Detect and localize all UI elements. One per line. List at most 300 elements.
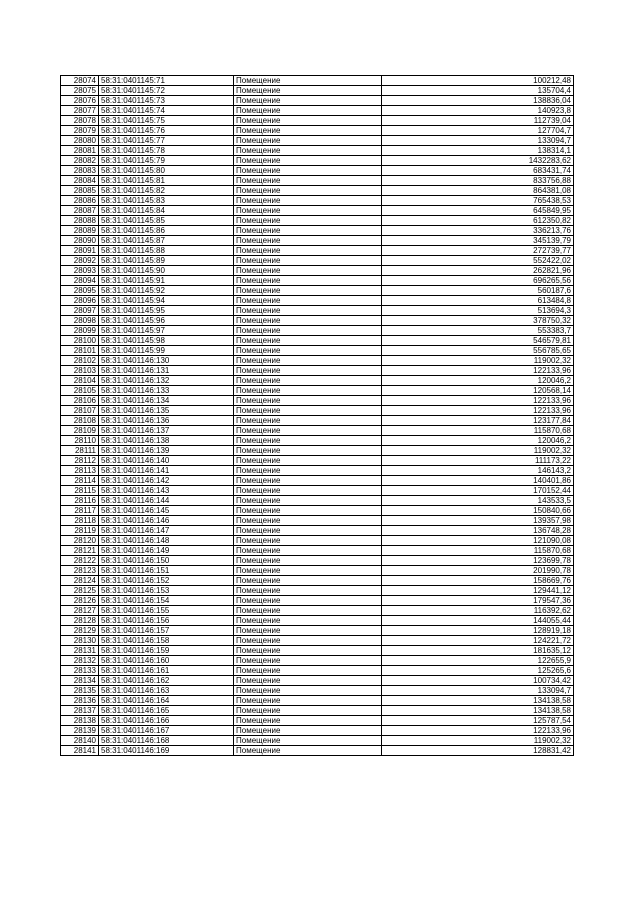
- cadastral-value-cell: 138314,1: [382, 146, 574, 156]
- table-row: [61, 516, 574, 526]
- object-type-cell: Помещение: [234, 746, 382, 756]
- cadastral-value-cell: 546579,81: [382, 336, 574, 346]
- object-type-cell: Помещение: [234, 666, 382, 676]
- row-number-cell: 28124: [61, 576, 99, 586]
- cadastral-value-cell: 116392,62: [382, 606, 574, 616]
- object-type-cell: Помещение: [234, 416, 382, 426]
- row-number-cell: 28121: [61, 546, 99, 556]
- cadastral-value-cell: 134138,58: [382, 706, 574, 716]
- table-row: [61, 216, 574, 226]
- table-row: [61, 246, 574, 256]
- object-type-cell: Помещение: [234, 256, 382, 266]
- object-type-cell: Помещение: [234, 406, 382, 416]
- table-row: [61, 496, 574, 506]
- cadastral-value-cell: 696265,56: [382, 276, 574, 286]
- table-row: [61, 626, 574, 636]
- cadastral-value-cell: 139357,98: [382, 516, 574, 526]
- object-type-cell: Помещение: [234, 576, 382, 586]
- cadastral-number-cell: 58:31:0401146:157: [99, 626, 234, 636]
- cadastral-number-cell: 58:31:0401146:135: [99, 406, 234, 416]
- row-number-cell: 28138: [61, 716, 99, 726]
- cadastral-number-cell: 58:31:0401146:166: [99, 716, 234, 726]
- table-row: [61, 346, 574, 356]
- cadastral-value-cell: 150840,66: [382, 506, 574, 516]
- cadastral-number-cell: 58:31:0401146:163: [99, 686, 234, 696]
- object-type-cell: Помещение: [234, 426, 382, 436]
- row-number-cell: 28086: [61, 196, 99, 206]
- table-row: [61, 486, 574, 496]
- row-number-cell: 28076: [61, 96, 99, 106]
- table-row: [61, 746, 574, 756]
- object-type-cell: Помещение: [234, 236, 382, 246]
- object-type-cell: Помещение: [234, 106, 382, 116]
- object-type-cell: Помещение: [234, 216, 382, 226]
- cadastral-value-cell: 122133,96: [382, 366, 574, 376]
- cadastral-value-cell: 100734,42: [382, 676, 574, 686]
- table-row: [61, 736, 574, 746]
- object-type-cell: Помещение: [234, 96, 382, 106]
- row-number-cell: 28120: [61, 536, 99, 546]
- row-number-cell: 28099: [61, 326, 99, 336]
- object-type-cell: Помещение: [234, 686, 382, 696]
- cadastral-value-cell: 122655,9: [382, 656, 574, 666]
- table-row: [61, 406, 574, 416]
- object-type-cell: Помещение: [234, 436, 382, 446]
- cadastral-value-cell: 140923,8: [382, 106, 574, 116]
- row-number-cell: 28097: [61, 306, 99, 316]
- property-register-table: [60, 75, 574, 756]
- row-number-cell: 28112: [61, 456, 99, 466]
- table-row: [61, 326, 574, 336]
- cadastral-number-cell: 58:31:0401146:151: [99, 566, 234, 576]
- row-number-cell: 28117: [61, 506, 99, 516]
- row-number-cell: 28132: [61, 656, 99, 666]
- row-number-cell: 28140: [61, 736, 99, 746]
- cadastral-value-cell: 864381,08: [382, 186, 574, 196]
- object-type-cell: Помещение: [234, 476, 382, 486]
- cadastral-number-cell: 58:31:0401146:162: [99, 676, 234, 686]
- cadastral-number-cell: 58:31:0401145:77: [99, 136, 234, 146]
- row-number-cell: 28125: [61, 586, 99, 596]
- cadastral-number-cell: 58:31:0401145:83: [99, 196, 234, 206]
- cadastral-value-cell: 138836,04: [382, 96, 574, 106]
- object-type-cell: Помещение: [234, 316, 382, 326]
- cadastral-value-cell: 144055,44: [382, 616, 574, 626]
- table-row: [61, 606, 574, 616]
- cadastral-value-cell: 833756,88: [382, 176, 574, 186]
- table-row: [61, 286, 574, 296]
- cadastral-number-cell: 58:31:0401146:155: [99, 606, 234, 616]
- table-row: [61, 556, 574, 566]
- cadastral-value-cell: 765438,53: [382, 196, 574, 206]
- cadastral-number-cell: 58:31:0401146:161: [99, 666, 234, 676]
- object-type-cell: Помещение: [234, 196, 382, 206]
- object-type-cell: Помещение: [234, 646, 382, 656]
- object-type-cell: Помещение: [234, 486, 382, 496]
- cadastral-number-cell: 58:31:0401146:133: [99, 386, 234, 396]
- object-type-cell: Помещение: [234, 326, 382, 336]
- object-type-cell: Помещение: [234, 136, 382, 146]
- row-number-cell: 28131: [61, 646, 99, 656]
- row-number-cell: 28122: [61, 556, 99, 566]
- object-type-cell: Помещение: [234, 696, 382, 706]
- cadastral-value-cell: 170152,44: [382, 486, 574, 496]
- table-row: [61, 566, 574, 576]
- table-row: [61, 146, 574, 156]
- table-row: [61, 636, 574, 646]
- object-type-cell: Помещение: [234, 206, 382, 216]
- cadastral-value-cell: 513694,3: [382, 306, 574, 316]
- cadastral-value-cell: 146143,2: [382, 466, 574, 476]
- row-number-cell: 28116: [61, 496, 99, 506]
- object-type-cell: Помещение: [234, 86, 382, 96]
- cadastral-number-cell: 58:31:0401146:141: [99, 466, 234, 476]
- row-number-cell: 28115: [61, 486, 99, 496]
- row-number-cell: 28129: [61, 626, 99, 636]
- cadastral-value-cell: 552422,02: [382, 256, 574, 266]
- object-type-cell: Помещение: [234, 186, 382, 196]
- row-number-cell: 28130: [61, 636, 99, 646]
- table-row: [61, 106, 574, 116]
- cadastral-number-cell: 58:31:0401145:95: [99, 306, 234, 316]
- row-number-cell: 28137: [61, 706, 99, 716]
- cadastral-value-cell: 115870,68: [382, 546, 574, 556]
- table-row: [61, 176, 574, 186]
- cadastral-value-cell: 612350,82: [382, 216, 574, 226]
- table-row: [61, 186, 574, 196]
- cadastral-number-cell: 58:31:0401146:148: [99, 536, 234, 546]
- object-type-cell: Помещение: [234, 116, 382, 126]
- cadastral-number-cell: 58:31:0401145:75: [99, 116, 234, 126]
- cadastral-value-cell: 112739,04: [382, 116, 574, 126]
- cadastral-number-cell: 58:31:0401146:131: [99, 366, 234, 376]
- object-type-cell: Помещение: [234, 126, 382, 136]
- cadastral-number-cell: 58:31:0401145:74: [99, 106, 234, 116]
- object-type-cell: Помещение: [234, 536, 382, 546]
- object-type-cell: Помещение: [234, 506, 382, 516]
- cadastral-number-cell: 58:31:0401146:132: [99, 376, 234, 386]
- cadastral-number-cell: 58:31:0401146:168: [99, 736, 234, 746]
- object-type-cell: Помещение: [234, 446, 382, 456]
- object-type-cell: Помещение: [234, 716, 382, 726]
- table-row: [61, 656, 574, 666]
- cadastral-number-cell: 58:31:0401146:147: [99, 526, 234, 536]
- cadastral-number-cell: 58:31:0401145:76: [99, 126, 234, 136]
- row-number-cell: 28083: [61, 166, 99, 176]
- cadastral-value-cell: 123699,78: [382, 556, 574, 566]
- row-number-cell: 28106: [61, 396, 99, 406]
- table-row: [61, 466, 574, 476]
- row-number-cell: 28109: [61, 426, 99, 436]
- cadastral-value-cell: 135704,4: [382, 86, 574, 96]
- cadastral-value-cell: 119002,32: [382, 446, 574, 456]
- row-number-cell: 28075: [61, 86, 99, 96]
- object-type-cell: Помещение: [234, 606, 382, 616]
- object-type-cell: Помещение: [234, 466, 382, 476]
- object-type-cell: Помещение: [234, 246, 382, 256]
- cadastral-value-cell: 128919,18: [382, 626, 574, 636]
- row-number-cell: 28111: [61, 446, 99, 456]
- object-type-cell: Помещение: [234, 166, 382, 176]
- table-row: [61, 586, 574, 596]
- cadastral-value-cell: 1432283,62: [382, 156, 574, 166]
- row-number-cell: 28081: [61, 146, 99, 156]
- cadastral-number-cell: 58:31:0401146:146: [99, 516, 234, 526]
- table-row: [61, 76, 574, 86]
- cadastral-number-cell: 58:31:0401145:78: [99, 146, 234, 156]
- cadastral-number-cell: 58:31:0401145:90: [99, 266, 234, 276]
- object-type-cell: Помещение: [234, 386, 382, 396]
- object-type-cell: Помещение: [234, 586, 382, 596]
- row-number-cell: 28091: [61, 246, 99, 256]
- row-number-cell: 28139: [61, 726, 99, 736]
- cadastral-number-cell: 58:31:0401146:159: [99, 646, 234, 656]
- cadastral-number-cell: 58:31:0401145:79: [99, 156, 234, 166]
- cadastral-value-cell: 115870,68: [382, 426, 574, 436]
- cadastral-number-cell: 58:31:0401146:169: [99, 746, 234, 756]
- cadastral-value-cell: 128831,42: [382, 746, 574, 756]
- row-number-cell: 28107: [61, 406, 99, 416]
- cadastral-number-cell: 58:31:0401145:72: [99, 86, 234, 96]
- row-number-cell: 28103: [61, 366, 99, 376]
- object-type-cell: Помещение: [234, 546, 382, 556]
- object-type-cell: Помещение: [234, 266, 382, 276]
- table-row: [61, 666, 574, 676]
- cadastral-value-cell: 111173,22: [382, 456, 574, 466]
- row-number-cell: 28135: [61, 686, 99, 696]
- table-row: [61, 116, 574, 126]
- cadastral-value-cell: 136748,28: [382, 526, 574, 536]
- object-type-cell: Помещение: [234, 596, 382, 606]
- row-number-cell: 28113: [61, 466, 99, 476]
- table-row: [61, 576, 574, 586]
- cadastral-number-cell: 58:31:0401146:154: [99, 596, 234, 606]
- cadastral-number-cell: 58:31:0401145:81: [99, 176, 234, 186]
- row-number-cell: 28118: [61, 516, 99, 526]
- cadastral-value-cell: 133094,7: [382, 136, 574, 146]
- cadastral-value-cell: 119002,32: [382, 736, 574, 746]
- row-number-cell: 28092: [61, 256, 99, 266]
- cadastral-value-cell: 645849,95: [382, 206, 574, 216]
- object-type-cell: Помещение: [234, 306, 382, 316]
- object-type-cell: Помещение: [234, 706, 382, 716]
- object-type-cell: Помещение: [234, 636, 382, 646]
- row-number-cell: 28080: [61, 136, 99, 146]
- row-number-cell: 28133: [61, 666, 99, 676]
- cadastral-value-cell: 124221,72: [382, 636, 574, 646]
- table-row: [61, 366, 574, 376]
- table-row: [61, 616, 574, 626]
- table-row: [61, 356, 574, 366]
- row-number-cell: 28100: [61, 336, 99, 346]
- table-row: [61, 526, 574, 536]
- cadastral-number-cell: 58:31:0401145:73: [99, 96, 234, 106]
- cadastral-number-cell: 58:31:0401146:145: [99, 506, 234, 516]
- table-row: [61, 446, 574, 456]
- cadastral-value-cell: 560187,6: [382, 286, 574, 296]
- table-row: [61, 276, 574, 286]
- cadastral-number-cell: 58:31:0401146:160: [99, 656, 234, 666]
- row-number-cell: 28078: [61, 116, 99, 126]
- cadastral-number-cell: 58:31:0401146:153: [99, 586, 234, 596]
- cadastral-number-cell: 58:31:0401145:94: [99, 296, 234, 306]
- object-type-cell: Помещение: [234, 726, 382, 736]
- cadastral-value-cell: 119002,32: [382, 356, 574, 366]
- cadastral-number-cell: 58:31:0401146:130: [99, 356, 234, 366]
- table-row: [61, 266, 574, 276]
- table-row: [61, 536, 574, 546]
- table-row: [61, 676, 574, 686]
- object-type-cell: Помещение: [234, 336, 382, 346]
- object-type-cell: Помещение: [234, 226, 382, 236]
- cadastral-number-cell: 58:31:0401145:80: [99, 166, 234, 176]
- object-type-cell: Помещение: [234, 366, 382, 376]
- cadastral-value-cell: 556785,65: [382, 346, 574, 356]
- cadastral-value-cell: 613484,8: [382, 296, 574, 306]
- cadastral-value-cell: 121090,08: [382, 536, 574, 546]
- cadastral-value-cell: 262821,96: [382, 266, 574, 276]
- table-row: [61, 426, 574, 436]
- object-type-cell: Помещение: [234, 276, 382, 286]
- table-row: [61, 596, 574, 606]
- table-row: [61, 716, 574, 726]
- object-type-cell: Помещение: [234, 296, 382, 306]
- cadastral-value-cell: 378750,32: [382, 316, 574, 326]
- cadastral-number-cell: 58:31:0401146:142: [99, 476, 234, 486]
- table-row: [61, 386, 574, 396]
- table-row: [61, 436, 574, 446]
- cadastral-value-cell: 122133,96: [382, 396, 574, 406]
- object-type-cell: Помещение: [234, 496, 382, 506]
- cadastral-number-cell: 58:31:0401145:84: [99, 206, 234, 216]
- cadastral-value-cell: 553383,7: [382, 326, 574, 336]
- object-type-cell: Помещение: [234, 346, 382, 356]
- table-row: [61, 136, 574, 146]
- table-row: [61, 476, 574, 486]
- cadastral-number-cell: 58:31:0401145:85: [99, 216, 234, 226]
- cadastral-value-cell: 129441,12: [382, 586, 574, 596]
- cadastral-value-cell: 336213,76: [382, 226, 574, 236]
- table-row: [61, 706, 574, 716]
- table-row: [61, 206, 574, 216]
- table-row: [61, 166, 574, 176]
- table-row: [61, 546, 574, 556]
- row-number-cell: 28102: [61, 356, 99, 366]
- table-row: [61, 416, 574, 426]
- cadastral-number-cell: 58:31:0401146:158: [99, 636, 234, 646]
- row-number-cell: 28136: [61, 696, 99, 706]
- object-type-cell: Помещение: [234, 356, 382, 366]
- object-type-cell: Помещение: [234, 456, 382, 466]
- cadastral-number-cell: 58:31:0401146:138: [99, 436, 234, 446]
- cadastral-number-cell: 58:31:0401145:92: [99, 286, 234, 296]
- cadastral-number-cell: 58:31:0401145:91: [99, 276, 234, 286]
- cadastral-value-cell: 122133,96: [382, 726, 574, 736]
- table-row: [61, 96, 574, 106]
- row-number-cell: 28089: [61, 226, 99, 236]
- table-body: [61, 76, 574, 756]
- table-row: [61, 236, 574, 246]
- cadastral-value-cell: 158669,76: [382, 576, 574, 586]
- row-number-cell: 28141: [61, 746, 99, 756]
- cadastral-number-cell: 58:31:0401145:87: [99, 236, 234, 246]
- cadastral-value-cell: 179547,36: [382, 596, 574, 606]
- cadastral-number-cell: 58:31:0401146:165: [99, 706, 234, 716]
- row-number-cell: 28094: [61, 276, 99, 286]
- cadastral-value-cell: 123177,84: [382, 416, 574, 426]
- object-type-cell: Помещение: [234, 736, 382, 746]
- table-row: [61, 696, 574, 706]
- row-number-cell: 28119: [61, 526, 99, 536]
- object-type-cell: Помещение: [234, 626, 382, 636]
- row-number-cell: 28079: [61, 126, 99, 136]
- row-number-cell: 28082: [61, 156, 99, 166]
- row-number-cell: 28123: [61, 566, 99, 576]
- object-type-cell: Помещение: [234, 656, 382, 666]
- row-number-cell: 28085: [61, 186, 99, 196]
- row-number-cell: 28087: [61, 206, 99, 216]
- cadastral-value-cell: 140401,86: [382, 476, 574, 486]
- cadastral-value-cell: 134138,58: [382, 696, 574, 706]
- cadastral-value-cell: 181635,12: [382, 646, 574, 656]
- cadastral-value-cell: 133094,7: [382, 686, 574, 696]
- cadastral-number-cell: 58:31:0401146:143: [99, 486, 234, 496]
- object-type-cell: Помещение: [234, 286, 382, 296]
- cadastral-number-cell: 58:31:0401146:137: [99, 426, 234, 436]
- cadastral-value-cell: 127704,7: [382, 126, 574, 136]
- object-type-cell: Помещение: [234, 516, 382, 526]
- object-type-cell: Помещение: [234, 556, 382, 566]
- row-number-cell: 28105: [61, 386, 99, 396]
- cadastral-value-cell: 143533,5: [382, 496, 574, 506]
- table-row: [61, 456, 574, 466]
- object-type-cell: Помещение: [234, 376, 382, 386]
- row-number-cell: 28093: [61, 266, 99, 276]
- table-row: [61, 226, 574, 236]
- row-number-cell: 28096: [61, 296, 99, 306]
- cadastral-number-cell: 58:31:0401145:96: [99, 316, 234, 326]
- row-number-cell: 28088: [61, 216, 99, 226]
- row-number-cell: 28128: [61, 616, 99, 626]
- cadastral-value-cell: 125265,6: [382, 666, 574, 676]
- table-row: [61, 86, 574, 96]
- cadastral-value-cell: 122133,96: [382, 406, 574, 416]
- table-row: [61, 156, 574, 166]
- table-row: [61, 726, 574, 736]
- cadastral-number-cell: 58:31:0401146:134: [99, 396, 234, 406]
- table-row: [61, 506, 574, 516]
- table-row: [61, 376, 574, 386]
- object-type-cell: Помещение: [234, 566, 382, 576]
- cadastral-value-cell: 100212,48: [382, 76, 574, 86]
- cadastral-number-cell: 58:31:0401145:99: [99, 346, 234, 356]
- object-type-cell: Помещение: [234, 616, 382, 626]
- cadastral-value-cell: 120568,14: [382, 386, 574, 396]
- row-number-cell: 28084: [61, 176, 99, 186]
- row-number-cell: 28074: [61, 76, 99, 86]
- cadastral-number-cell: 58:31:0401146:164: [99, 696, 234, 706]
- row-number-cell: 28090: [61, 236, 99, 246]
- cadastral-number-cell: 58:31:0401146:156: [99, 616, 234, 626]
- cadastral-number-cell: 58:31:0401146:149: [99, 546, 234, 556]
- cadastral-number-cell: 58:31:0401146:139: [99, 446, 234, 456]
- cadastral-number-cell: 58:31:0401146:152: [99, 576, 234, 586]
- cadastral-value-cell: 272739,77: [382, 246, 574, 256]
- cadastral-value-cell: 125787,54: [382, 716, 574, 726]
- cadastral-value-cell: 201990,78: [382, 566, 574, 576]
- row-number-cell: 28108: [61, 416, 99, 426]
- object-type-cell: Помещение: [234, 176, 382, 186]
